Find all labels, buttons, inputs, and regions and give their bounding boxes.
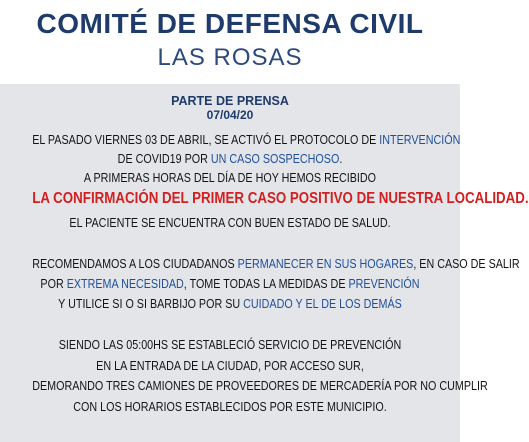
p2-line2 xyxy=(32,276,428,292)
header xyxy=(0,0,460,84)
p2-l3-highlight: CUIDADO Y EL DE LOS DEMÁS xyxy=(243,297,402,311)
p3-line2: EN LA ENTRADA DE LA CIUDAD, POR ACCESO SUR, xyxy=(96,359,364,373)
p1-line1 xyxy=(32,132,461,148)
press-date: 07/04/20 xyxy=(206,108,254,122)
p2-l2-highlight1: EXTREMA NECESIDAD xyxy=(66,277,184,291)
p2-l2-mid: , TOME TODAS LA MEDIDAS DE xyxy=(183,277,349,291)
p1-line4-confirmation: LA CONFIRMACIÓN DEL PRIMER CASO POSITIVO DE NUESTRA LOCALIDAD. xyxy=(32,190,529,207)
p1-line5: EL PACIENTE SE ENCUENTRA CON BUEN ESTADO DE SALUD. xyxy=(69,216,391,230)
page-subtitle: LAS ROSAS xyxy=(157,44,303,71)
p2-line1 xyxy=(32,256,520,272)
p3-line4: CON LOS HORARIOS ESTABLECIDOS POR ESTE MUNICIPIO. xyxy=(73,400,387,414)
p1-l1-text: EL PASADO VIERNES 03 DE ABRIL, SE ACTIVÓ EL PROTOCOLO DE xyxy=(32,133,380,147)
p1-l2-end: . xyxy=(339,152,343,166)
p2-l1-end: , EN CASO DE SALIR xyxy=(413,257,520,271)
p1-line3: A PRIMERAS HORAS DEL DÍA DE HOY HEMOS RECIBIDO xyxy=(83,171,377,185)
p2-l2-text: POR xyxy=(40,277,67,291)
title-part1: COMITÉ DE xyxy=(36,8,205,39)
p2-l1-text: RECOMENDAMOS A LOS CIUDADANOS xyxy=(32,257,238,271)
press-release-panel xyxy=(0,84,529,442)
p1-l2-highlight: UN CASO SOSPECHOSO xyxy=(210,152,340,166)
p2-l1-highlight: PERMANECER EN SUS HOGARES xyxy=(237,257,414,271)
p2-l2-highlight2: PREVENCIÓN xyxy=(348,277,420,291)
page-title xyxy=(0,8,460,40)
press-heading: PARTE DE PRENSA xyxy=(171,94,289,108)
p3-line3: DEMORANDO TRES CAMIONES DE PROVEEDORES DE MERCADERÍA POR NO CUMPLIR xyxy=(32,379,488,393)
p2-l3-text: Y UTILICE SI O SI BARBIJO POR SU xyxy=(58,297,244,311)
p1-l1-highlight: INTERVENCIÓN xyxy=(379,133,461,147)
p2-line3 xyxy=(32,296,428,312)
title-part2: DEFENSA CIVIL xyxy=(204,8,424,39)
p3-line1: SIENDO LAS 05:00HS SE ESTABLECIÓ SERVICIO DE PREVENCIÓN xyxy=(58,338,402,352)
p1-line2 xyxy=(32,151,428,167)
p1-l2-text: DE COVID19 POR xyxy=(117,152,211,166)
